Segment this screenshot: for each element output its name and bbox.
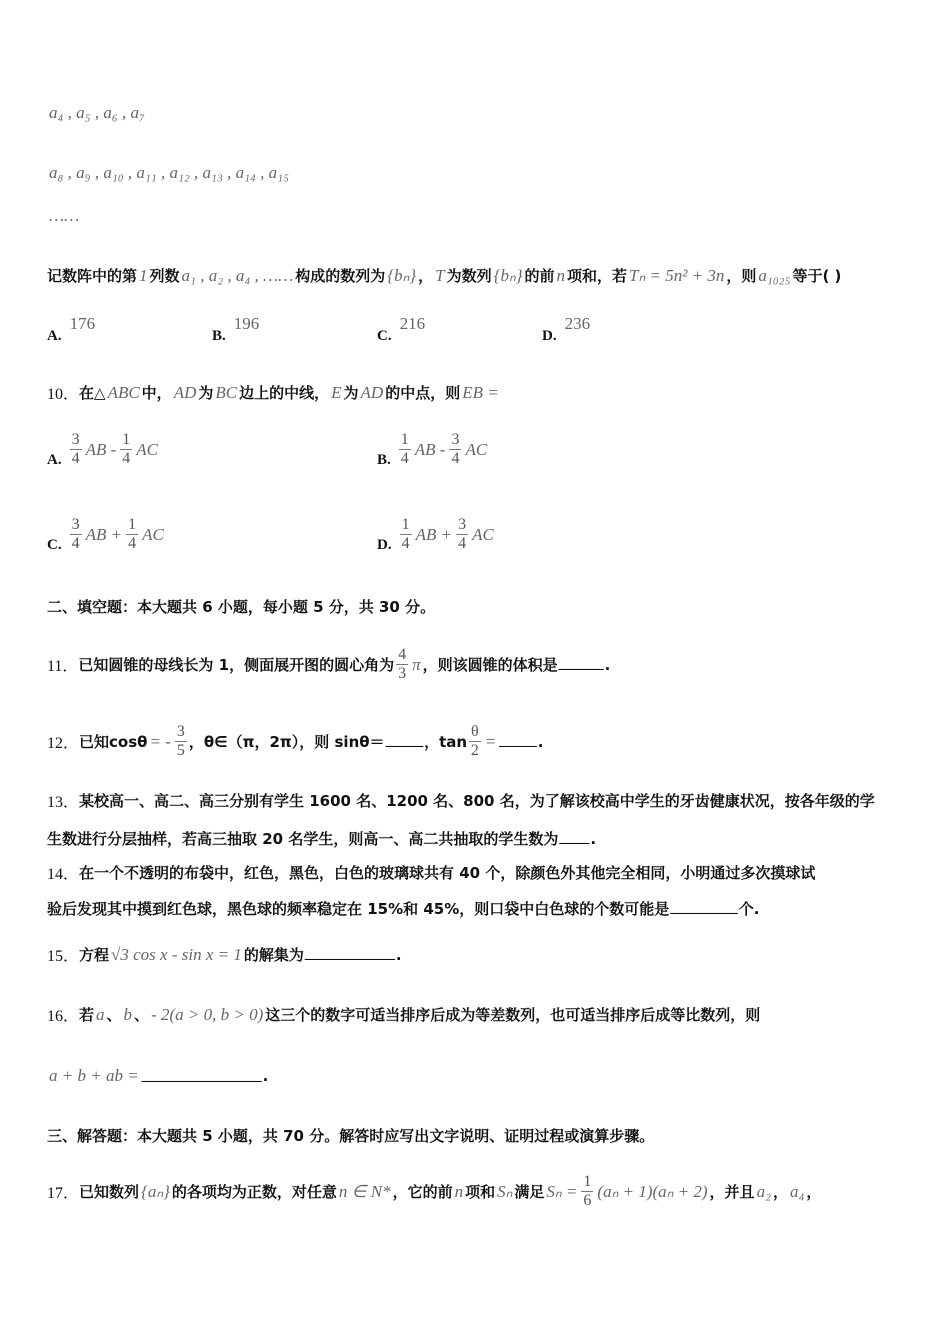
- option-b[interactable]: [377, 430, 489, 469]
- math-expression: ABC: [107, 382, 140, 402]
- math-expression: = -: [149, 731, 171, 751]
- answer-blank[interactable]: ____________: [304, 946, 395, 962]
- math-expression: AB +: [85, 524, 123, 544]
- numerator: θ: [471, 723, 479, 740]
- text: 为数列: [446, 267, 492, 285]
- denominator: 5: [176, 742, 185, 759]
- option-d[interactable]: [377, 515, 496, 554]
- option-label: A.: [47, 327, 62, 344]
- text: 中，: [141, 384, 172, 402]
- question-16-line-1: [47, 1003, 760, 1026]
- text: .: [604, 655, 611, 674]
- math-expression: a₄: [790, 1181, 805, 1201]
- math-expression: Sₙ: [497, 1181, 513, 1201]
- math-expression: 1: [139, 265, 148, 285]
- option-label: D.: [542, 327, 557, 344]
- numerator: 4: [398, 646, 407, 663]
- answer-blank[interactable]: ____: [559, 830, 590, 846]
- question-10-options-cd: [0, 505, 950, 565]
- math-expression: {bₙ}: [493, 265, 523, 285]
- text: 的各项均为正数，对任意: [171, 1183, 337, 1201]
- question-12: [47, 723, 543, 760]
- math-expression: EB =: [462, 382, 499, 402]
- math-expression: a₄ , a₅ , a₆ , a₇: [49, 103, 145, 122]
- option-value: 176: [69, 314, 96, 333]
- math-expression: ……: [49, 206, 80, 225]
- math-expression: AD: [360, 382, 384, 402]
- option-value: 196: [233, 314, 260, 333]
- answer-blank[interactable]: _____: [385, 733, 424, 749]
- text: .: [395, 945, 402, 964]
- option-label: B.: [377, 452, 391, 468]
- text: 这三个的数字可适当排序后成为等差数列，也可适当排序后成等比数列，则: [265, 1006, 761, 1024]
- math-expression: AB -: [85, 439, 117, 459]
- option-a[interactable]: [47, 314, 97, 346]
- question-number: 10．: [47, 386, 80, 403]
- text: 满足: [514, 1183, 545, 1201]
- fraction: [581, 1173, 593, 1210]
- math-expression: T: [435, 265, 445, 285]
- math-expression: a + b + ab =: [49, 1066, 139, 1085]
- text: 边上的中线，: [239, 384, 330, 402]
- question-number: 13．: [47, 794, 80, 811]
- math-expression: {aₙ}: [141, 1181, 170, 1201]
- fraction: [456, 516, 468, 553]
- math-expression: E: [331, 382, 342, 402]
- fraction: [175, 723, 187, 760]
- text: 为: [343, 384, 359, 402]
- math-expression: - 2(a > 0, b > 0): [151, 1004, 264, 1024]
- option-label: C.: [377, 327, 392, 344]
- text: 项和，若: [567, 267, 628, 285]
- answer-blank[interactable]: ______: [558, 656, 604, 672]
- option-c[interactable]: [377, 314, 427, 346]
- math-expression: Sₙ =: [546, 1181, 578, 1201]
- fraction: [396, 646, 408, 683]
- text: 某校高一、高二、高三分别有学生 1600 名、1200 名、800 名，为了解该校高中学生的牙齿健康状况，按各年级的学: [79, 792, 875, 810]
- math-expression: =: [484, 731, 497, 751]
- denominator: 2: [470, 742, 479, 759]
- text: ，并且: [709, 1183, 755, 1201]
- math-expression: AC: [136, 439, 159, 459]
- text: 方程: [79, 946, 110, 964]
- text: 记数阵中的第: [47, 267, 138, 285]
- option-value: 216: [399, 314, 426, 333]
- question-number: 11．: [47, 658, 79, 675]
- math-expression: b: [123, 1004, 133, 1024]
- question-number: 14．: [47, 866, 80, 883]
- text: 、: [106, 1006, 122, 1024]
- text: 已知数列: [79, 1183, 140, 1201]
- math-expression: n: [454, 1181, 464, 1201]
- question-number: 16．: [47, 1008, 80, 1025]
- question-9-stem: [47, 265, 841, 286]
- question-17: [47, 1173, 821, 1210]
- math-expression: n ∈ N*: [338, 1181, 391, 1201]
- text: ，则: [726, 267, 757, 285]
- option-label: B.: [212, 327, 226, 344]
- numerator: 3: [458, 516, 467, 533]
- question-9-options: [0, 314, 950, 358]
- math-expression: AC: [142, 524, 164, 544]
- text: 、: [134, 1006, 150, 1024]
- math-expression: a₁ , a₂ , a₄ , ……: [181, 265, 294, 285]
- denominator: 3: [398, 665, 407, 682]
- math-expression: AC: [465, 439, 488, 459]
- denominator: 4: [401, 535, 410, 552]
- option-label: C.: [47, 537, 62, 553]
- math-expression: AC: [472, 524, 494, 544]
- math-expression: Tₙ = 5n² + 3n: [629, 265, 725, 285]
- fraction: [120, 431, 132, 468]
- math-expression: BC: [215, 382, 238, 402]
- question-number: 17．: [47, 1185, 80, 1202]
- option-d[interactable]: [542, 314, 592, 346]
- math-expression: AB +: [415, 524, 453, 544]
- section-2-heading: [47, 596, 435, 617]
- answer-blank[interactable]: _________: [670, 900, 738, 916]
- math-expression: AD: [173, 382, 197, 402]
- text: ，它的前: [392, 1183, 453, 1201]
- question-16-line-2: [47, 1066, 268, 1086]
- math-expression: a₈ , a₉ , a₁₀ , a₁₁ , a₁₂ , a₁₃ , a₁₄ , a₁₅: [49, 163, 289, 182]
- text: .: [537, 732, 544, 751]
- text: .: [262, 1067, 269, 1085]
- fraction: [400, 516, 412, 553]
- answer-blank[interactable]: _____: [499, 733, 537, 749]
- text: ，则该圆锥的体积是: [422, 656, 558, 674]
- option-label: D.: [377, 537, 392, 553]
- matrix-row-a8-a15: [47, 163, 291, 183]
- fraction: [469, 723, 481, 760]
- text: 在一个不透明的布袋中，红色，黑色，白色的玻璃球共有 40 个，除颜色外其他完全相同，小明通过多次摸球试: [79, 864, 816, 882]
- denominator: 6: [583, 1192, 592, 1209]
- text: ，: [772, 1183, 788, 1201]
- option-label: A.: [47, 452, 62, 468]
- text: 个.: [738, 900, 760, 918]
- math-expression: a₁₀₂₅: [758, 265, 791, 285]
- question-13-line-1: [47, 789, 875, 812]
- denominator: 4: [451, 450, 460, 467]
- numerator: 1: [583, 1173, 592, 1190]
- text: 为: [198, 384, 214, 402]
- text: 的前: [524, 267, 555, 285]
- text: ，: [418, 267, 434, 285]
- text: 的中点，则: [385, 384, 461, 402]
- fraction: [70, 516, 82, 553]
- text: .: [590, 829, 597, 848]
- question-14-line-1: [47, 861, 815, 884]
- text: 的解集为: [243, 946, 304, 964]
- numerator: 3: [176, 723, 185, 740]
- numerator: 3: [71, 431, 80, 448]
- text: 若: [79, 1006, 95, 1024]
- matrix-row-a4-a7: [47, 103, 147, 123]
- text: 列数: [149, 267, 180, 285]
- denominator: 4: [122, 450, 131, 467]
- text: ，: [806, 1183, 822, 1201]
- math-expression: n: [556, 265, 566, 285]
- denominator: 4: [128, 535, 137, 552]
- fraction: [399, 431, 411, 468]
- question-number: 15．: [47, 948, 80, 965]
- question-15: [47, 943, 402, 966]
- text: 验后发现其中摸到红色球，黑色球的频率稳定在 15%和 45%，则口袋中白色球的个数可能是: [47, 900, 670, 918]
- option-a[interactable]: [47, 430, 160, 469]
- text: 等于( ): [792, 267, 842, 285]
- text: 生数进行分层抽样，若高三抽取 20 名学生，则高一、高二共抽取的学生数为: [47, 830, 559, 848]
- numerator: 1: [122, 431, 131, 448]
- text: 已知: [79, 733, 110, 751]
- fraction: [126, 516, 138, 553]
- question-10-stem: [47, 381, 501, 404]
- option-c[interactable]: [47, 515, 166, 554]
- question-10-options-ab: [0, 420, 950, 480]
- question-11: [47, 646, 610, 683]
- text: 二、填空题：本大题共 6 小题，每小题 5 分，共 30 分。: [47, 598, 436, 616]
- text: 已知圆锥的母线长为 1，侧面展开图的圆心角为: [78, 656, 395, 674]
- text: 三、解答题：本大题共 5 小题，共 70 分。解答时应写出文字说明、证明过程或演算步骤。: [47, 1127, 655, 1145]
- numerator: 3: [451, 431, 460, 448]
- text: 在△: [79, 384, 106, 402]
- math-expression: {bₙ}: [387, 265, 417, 285]
- numerator: 3: [71, 516, 80, 533]
- text: ，θ∈（π，2π），则 sinθ＝: [188, 733, 385, 751]
- question-number: 12．: [47, 735, 80, 752]
- text: 构成的数列为: [295, 267, 386, 285]
- math-expression: a: [96, 1004, 105, 1024]
- numerator: 1: [401, 516, 410, 533]
- fraction: [70, 431, 82, 468]
- denominator: 4: [400, 450, 409, 467]
- math-expression: a₂: [756, 1181, 771, 1201]
- numerator: 1: [128, 516, 137, 533]
- option-b[interactable]: [212, 314, 261, 346]
- matrix-ellipsis: [47, 206, 81, 226]
- math-expression: (aₙ + 1)(aₙ + 2): [597, 1181, 708, 1201]
- text: 项和: [465, 1183, 496, 1201]
- section-3-heading: [47, 1125, 654, 1146]
- fraction: [449, 431, 461, 468]
- denominator: 4: [71, 535, 80, 552]
- math-expression: AB -: [414, 439, 446, 459]
- text: cosθ: [109, 732, 148, 751]
- denominator: 4: [71, 450, 80, 467]
- text: ，tan: [424, 733, 468, 751]
- denominator: 4: [458, 535, 467, 552]
- answer-blank[interactable]: ________________: [141, 1067, 262, 1084]
- question-14-line-2: [47, 898, 759, 919]
- math-expression: √3 cos x - sin x = 1: [111, 944, 242, 964]
- question-13-line-2: [47, 828, 596, 849]
- numerator: 1: [400, 431, 409, 448]
- option-value: 236: [564, 314, 591, 333]
- math-expression: π: [412, 654, 421, 674]
